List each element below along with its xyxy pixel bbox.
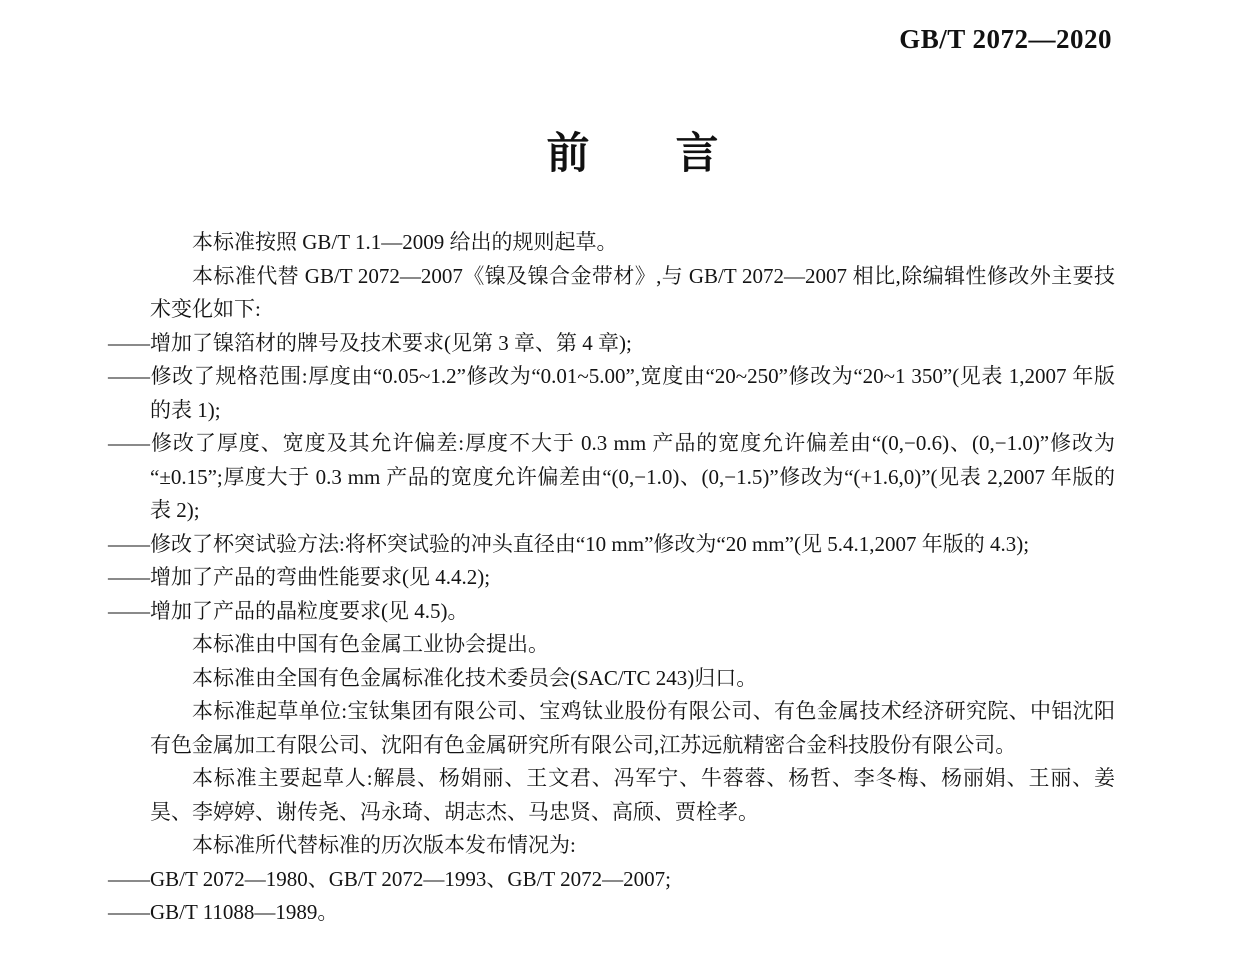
standard-code: GB/T 2072—2020	[899, 24, 1112, 54]
paragraph-history-intro: 本标准所代替标准的历次版本发布情况为:	[192, 833, 576, 857]
history-item-gbt11088: ——GB/T 11088—1989。	[108, 900, 339, 924]
page-title: 前 言	[546, 130, 719, 178]
paragraph-rules-basis: 本标准按照 GB/T 1.1—2009 给出的规则起草。	[192, 230, 618, 254]
change-item-cupping-test: ——修改了杯突试验方法:将杯突试验的冲头直径由“10 mm”修改为“20 mm”(见 5.4.1,2007 年版的 4.3);	[108, 531, 1030, 556]
change-item-bending: ——增加了产品的弯曲性能要求(见 4.4.2);	[108, 565, 491, 589]
history-item-gbt2072: ——GB/T 2072—1980、GB/T 2072—1993、GB/T 2072—2007;	[108, 866, 671, 891]
change-item-tolerances: ——修改了厚度、宽度及其允许偏差:厚度不大于 0.3 mm 产品的宽度允许偏差由“(0,−0.6)、(0,−1.0)”修改为“±0.15”;厚度大于 0.3 mm 产品的宽度允许偏差由“(0,−1.0)、(0,−1.5)”修改为“(+1.6,0)”(见表 2,2007 年版的表 2);	[108, 431, 1115, 522]
paragraph-proposed-by: 本标准由中国有色金属工业协会提出。	[192, 632, 549, 656]
paragraph-drafters: 本标准主要起草人:解晨、杨娟丽、王文君、冯军宁、牛蓉蓉、杨哲、李冬梅、杨丽娟、王丽、姜昊、李婷婷、谢传尧、冯永琦、胡志杰、马忠贤、高颀、贾栓孝。	[150, 766, 1115, 824]
paragraph-drafting-orgs: 本标准起草单位:宝钛集团有限公司、宝鸡钛业股份有限公司、有色金属技术经济研究院、中铝沈阳有色金属加工有限公司、沈阳有色金属研究所有限公司,江苏远航精密合金科技股份有限公司。	[150, 699, 1115, 757]
document-body	[108, 226, 1115, 930]
change-item-spec-range: ——修改了规格范围:厚度由“0.05~1.2”修改为“0.01~5.00”,宽度由“20~250”修改为“20~1 350”(见表 1,2007 年版的表 1);	[108, 364, 1115, 422]
change-item-grain-size: ——增加了产品的晶粒度要求(见 4.5)。	[108, 598, 469, 623]
paragraph-replaces: 本标准代替 GB/T 2072—2007《镍及镍合金带材》,与 GB/T 2072—2007 相比,除编辑性修改外主要技术变化如下:	[150, 263, 1115, 321]
change-item-foil-grades: ——增加了镍箔材的牌号及技术要求(见第 3 章、第 4 章);	[108, 330, 632, 355]
paragraph-centralized-by: 本标准由全国有色金属标准化技术委员会(SAC/TC 243)归口。	[192, 665, 758, 690]
